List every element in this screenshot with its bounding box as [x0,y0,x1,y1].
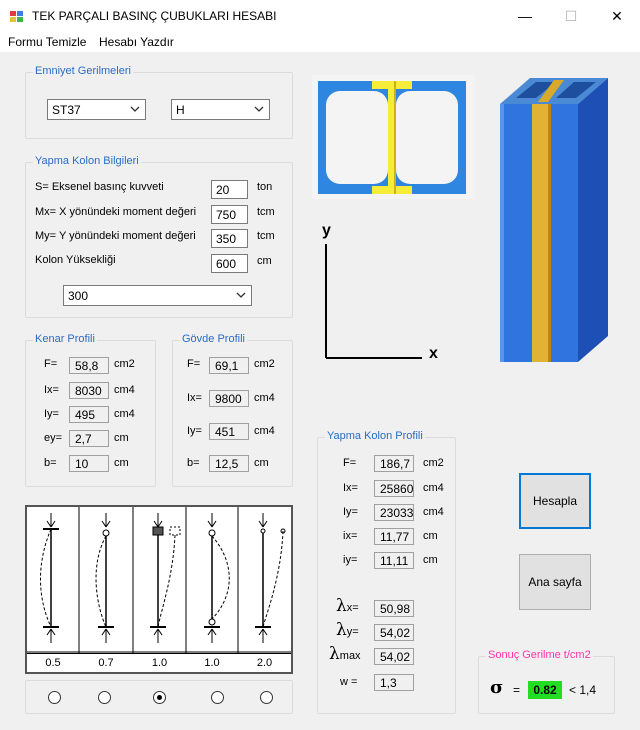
ana-sayfa-button[interactable]: Ana sayfa [519,554,591,610]
axial-force-label: S= Eksenel basınç kuvveti [35,181,164,193]
govde-f-value: 69,1 [209,357,249,374]
kenar-ix-value: 8030 [69,382,109,399]
lambda-symbol: λ [336,596,347,616]
buckling-factor-row [27,653,291,673]
yapma-iy-radius-unit: cm [423,554,438,566]
lambda-y-value: 54,02 [374,624,414,641]
kenar-b-label: b= [44,457,57,469]
kenar-ix-unit: cm4 [114,384,135,396]
yapma-title: Yapma Kolon Profili [327,430,423,442]
sonuc-title: Sonuç Gerilme t/cm2 [488,649,591,661]
section-value: 300 [68,289,89,303]
kenar-b-value: 10 [69,455,109,472]
yapma-iy-unit: cm4 [423,506,444,518]
kenar-ey-unit: cm [114,432,129,444]
w-label: w = [340,676,358,688]
govde-f-label: F= [187,358,201,370]
lambda-max-sub: max [339,650,361,662]
lambda-y-sub: y= [346,626,359,638]
yapma-iy-label: Iy= [343,506,358,518]
result-limit: < 1,4 [569,683,597,697]
steel-value: ST37 [52,103,81,117]
yapma-ix-unit: cm4 [423,482,444,494]
axial-force-unit: ton [257,181,273,193]
section-select[interactable] [63,285,252,306]
x-axis-label: x [429,345,438,362]
moment-x-label: Mx= X yönündeki moment değeri [35,206,197,218]
menu-bar [0,32,640,52]
lambda-max-label [329,644,361,664]
lambda-max-value: 54,02 [374,648,414,665]
profile-type-select[interactable] [171,99,270,120]
kenar-ix-label: Ix= [44,384,59,396]
govde-title: Gövde Profili [182,333,245,345]
yapma-f-unit: cm2 [423,457,444,469]
govde-iy-label: Iy= [187,425,202,437]
moment-x-input[interactable]: 750 [211,205,248,224]
buckling-factor-5: 2.0 [256,657,273,669]
lambda-y-label [336,620,359,640]
buckling-radio-2[interactable] [98,691,111,704]
buckling-radio-1[interactable] [48,691,61,704]
yapma-group [317,430,456,714]
yapma-iy-radius-label: iy= [343,554,358,566]
axes-diagram [318,222,446,364]
buckling-radio-3[interactable] [153,691,166,704]
yapma-ix-value: 25860 [374,480,414,497]
govde-b-unit: cm [254,457,269,469]
lambda-x-sub: x= [346,602,359,614]
lambda-symbol: λ [329,644,340,664]
govde-ix-unit: cm4 [254,392,275,404]
govde-b-value: 12,5 [209,455,249,472]
kenar-iy-unit: cm4 [114,408,135,420]
menu-formu-temizle[interactable]: Formu Temizle [8,35,87,49]
govde-ix-label: Ix= [187,392,202,404]
kenar-f-label: F= [44,358,58,370]
buckling-factor-3: 1.0 [151,657,168,669]
result-value: 0.82 [528,681,562,699]
cross-section-image [312,75,475,199]
buckling-factor-1: 0.5 [45,657,61,669]
yapma-ix-radius-value: 11,77 [374,528,414,545]
window-title: TEK PARÇALI BASINÇ ÇUBUKLARI HESABI [32,9,277,23]
close-button[interactable]: ✕ [611,7,623,24]
buckling-radio-4[interactable] [211,691,224,704]
maximize-button[interactable]: ☐ [564,7,578,24]
title-bar [0,0,640,32]
steel-select[interactable] [47,99,146,120]
govde-f-unit: cm2 [254,358,275,370]
column-height-label: Kolon Yüksekliği [35,254,116,266]
yapma-ix-radius-label: ix= [343,530,358,542]
profile-type-value: H [176,103,185,117]
moment-y-unit: tcm [257,230,275,242]
govde-iy-value: 451 [209,423,249,440]
kenar-iy-label: Iy= [44,408,59,420]
buckling-radio-5[interactable] [260,691,273,704]
column-3d-image [496,72,616,368]
chevron-down-icon [129,103,141,115]
moment-x-unit: tcm [257,206,275,218]
lambda-symbol: λ [336,620,347,640]
column-height-unit: cm [257,255,272,267]
yapma-f-label: F= [343,457,357,469]
kenar-ey-label: ey= [44,432,63,444]
moment-y-label: My= Y yönündeki moment değeri [35,230,196,242]
chevron-down-icon [253,103,265,115]
kolon-bilgi-title: Yapma Kolon Bilgileri [35,155,139,167]
govde-iy-unit: cm4 [254,425,275,437]
column-height-input[interactable]: 600 [211,254,248,273]
kenar-f-unit: cm2 [114,358,135,370]
sigma-equals: = [513,683,521,697]
kenar-ey-value: 2,7 [69,430,109,447]
axial-force-input[interactable]: 20 [211,180,248,199]
sigma-symbol: σ [490,677,504,698]
yapma-f-value: 186,7 [374,455,414,472]
govde-b-label: b= [187,457,200,469]
chevron-down-icon [235,289,247,301]
emniyet-title: Emniyet Gerilmeleri [35,65,131,77]
buckling-factor-2: 0.7 [98,657,114,669]
minimize-button[interactable]: — [518,8,532,24]
lambda-x-value: 50,98 [374,600,414,617]
app-icon [9,8,25,24]
govde-ix-value: 9800 [209,390,249,407]
kenar-iy-value: 495 [69,406,109,423]
buckling-diagram [25,505,293,674]
menu-hesabi-yazdir[interactable]: Hesabı Yazdır [99,35,174,49]
yapma-ix-label: Ix= [343,482,358,494]
kenar-f-value: 58,8 [69,357,109,374]
buckling-factor-4: 1.0 [204,657,220,669]
y-axis-label: y [322,222,331,239]
yapma-iy-value: 23033 [374,504,414,521]
yapma-ix-radius-unit: cm [423,530,438,542]
hesapla-button[interactable]: Hesapla [519,473,591,529]
kenar-b-unit: cm [114,457,129,469]
w-value: 1,3 [374,674,414,691]
yapma-iy-radius-value: 11,11 [374,552,414,569]
lambda-x-label [336,596,359,616]
moment-y-input[interactable]: 350 [211,229,248,248]
kenar-title: Kenar Profili [35,333,95,345]
